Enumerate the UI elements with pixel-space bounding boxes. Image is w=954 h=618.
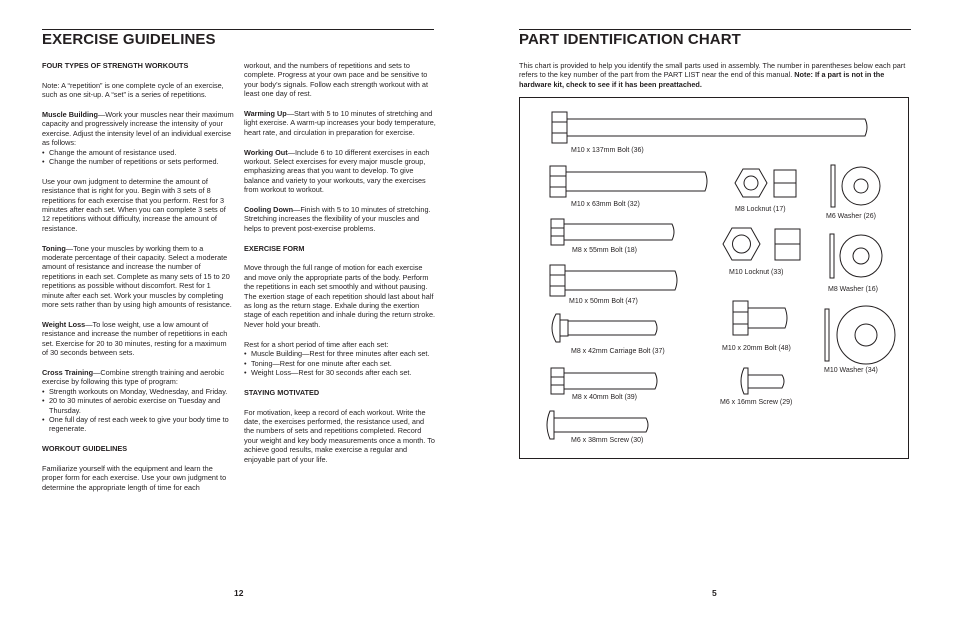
label-bolt-32: M10 x 63mm Bolt (32) [571,201,640,208]
label-bolt-37: M8 x 42mm Carriage Bolt (37) [571,348,665,355]
cross-bullet-3: • One full day of rest each week to give your body time to regenerate. [42,415,234,434]
warming-up-paragraph [244,109,436,137]
heading-exercise-form: EXERCISE FORM [244,243,305,253]
muscle-building-section [42,110,234,166]
heading-staying-motivated: STAYING MOTIVATED [244,387,320,397]
label-washer-34: M10 Washer (34) [824,367,878,374]
exercise-form-paragraph: Move through the full range of motion for each exercise and move only the appropriate parts of the body. Perform the repetitions in each set smoothly and without pausing. The exertion stage of each repetition should last about half as long as the return stage. Exhale during the exertion stage of each repetition and inhale during the return stroke. Never hold your breath. [244,263,436,329]
cooling-down-paragraph [244,205,436,233]
bolt-36-drawing [552,112,867,143]
weight-loss-paragraph [42,320,234,358]
left-page-title: EXERCISE GUIDELINES [42,31,216,48]
bolt-37-drawing [552,314,657,342]
chart-intro [519,61,911,89]
weight-loss-text: —To lose weight, use a low amount of resistance and increase the number of repetitions in each set. Exercise for 20 to 30 minutes, resting for a maximum of 30 seconds between sets. [42,319,228,358]
label-bolt-39: M8 x 40mm Bolt (39) [572,394,637,401]
muscle-bullet-1: • Change the amount of resistance used. [42,148,234,157]
working-out-text: —Include 6 to 10 different exercises in each workout. Select exercises for every major muscle group, emphasizing areas that you want to develop. To give balance and variety to your workouts, vary the exercises from workout to workout. [244,147,430,195]
bolt-39-drawing [551,368,657,394]
screw-29-drawing [741,368,784,394]
muscle-bullet-2: • Change the number of repetitions or sets performed. [42,157,234,166]
rest-intro: Rest for a short period of time after each set: [244,339,389,349]
heading-workout-guidelines: WORKOUT GUIDELINES [42,444,128,454]
locknut-17-drawing [735,169,796,197]
right-header-rule [519,29,911,30]
bolt-47-drawing [550,265,677,296]
warming-up-text: —Start with 5 to 10 minutes of stretching and light exercise. A warm-up increases your body temperature, heart rate, and circulation in preparation for exercise. [244,109,436,137]
washer-26-drawing [831,165,880,207]
chart-intro-note: Note: If a part is not in the hardware kit, check to see if it has been preattached. [519,70,885,89]
warming-up-label: Warming Up [244,109,287,119]
label-screw-29: M6 x 16mm Screw (29) [720,399,793,406]
label-washer-26: M6 Washer (26) [826,213,876,220]
part-identification-chart [519,97,909,459]
muscle-building-text: —Work your muscles near their maximum capacity and progressively increase the intensity of your exercise. Adjust the intensity level of an individual exercise as follows: [42,110,234,148]
label-bolt-47: M10 x 50mm Bolt (47) [569,298,638,305]
left-column-2 [244,61,436,474]
bolt-48-drawing [733,301,787,335]
familiarize-paragraph: Familiarize yourself with the equipment and learn the proper form for each exercise. Use your own judgment to determine the appropriate length of time for each [42,463,227,492]
left-page-number: 12 [234,588,244,598]
chart-intro-text: This chart is provided to help you identify the small parts used in assembly. The number in parentheses below each part refers to the key number of the part from the PART LIST near the end of this manual. [519,61,906,80]
repetition-note: Note: A “repetition” is one complete cycle of an exercise, such as one sit-up. A “set” is a series of repetitions. [42,80,224,100]
cross-bullet-1: • Strength workouts on Monday, Wednesday, and Friday. [42,387,234,396]
cross-training-text: —Combine strength training and aerobic exercise by following this type of program: [42,367,225,387]
label-bolt-48: M10 x 20mm Bolt (48) [722,345,791,352]
rest-bullet-1: • Muscle Building—Rest for three minutes after each set. [244,349,436,358]
workout-continued-paragraph: workout, and the numbers of repetitions and sets to complete. Progress at your own pace and be sensitive to your body’s signals. Follow each strength workout with at least one day of rest. [244,61,429,99]
label-screw-30: M6 x 38mm Screw (30) [571,437,644,444]
bolt-18-drawing [551,219,674,245]
label-bolt-18: M8 x 55mm Bolt (18) [572,247,637,254]
motivation-paragraph: For motivation, keep a record of each workout. Write the date, the exercises performed, the resistance used, and the numbers of sets and repetitions completed. Record your weight and key body measurements once a month. To achieve good results, make exercise a regular and enjoyable part of your life. [244,407,435,464]
right-page-title: PART IDENTIFICATION CHART [519,31,741,48]
bolt-32-drawing [550,166,707,197]
rest-section [244,340,436,378]
label-bolt-36: M10 x 137mm Bolt (36) [571,147,644,154]
toning-text: —Tone your muscles by working them to a moderate percentage of their capacity. Select a moderate amount of resistance and increase the number of repetitions in each set. Complete as many sets of 15 to 20 repetitions as possible without discomfort. Rest for 1 minute after each set. Work your muscles by completing more sets rather than by using high amounts of resistance. [42,243,232,310]
muscle-building-label: Muscle Building [42,110,98,119]
washer-16-drawing [830,234,882,278]
heading-strength-workouts: FOUR TYPES OF STRENGTH WORKOUTS [42,61,189,70]
left-column-1 [42,61,234,503]
label-locknut-33: M10 Locknut (33) [729,269,784,276]
toning-label: Toning [42,243,66,253]
left-header-rule [42,29,434,30]
cooling-down-label: Cooling Down [244,205,294,215]
weight-loss-label: Weight Loss [42,319,86,329]
cross-training-section [42,368,234,434]
right-page-number: 5 [712,588,717,598]
judgment-paragraph: Use your own judgment to determine the amount of resistance that is right for you. Begin with 3 sets of 8 repetitions for each exercise that you perform. Rest for 3 minutes after each set. When you can complete 3 sets of 12 repetitions without difficulty, increase the amount of resistance. [42,176,226,233]
screw-30-drawing [547,411,648,439]
working-out-label: Working Out [244,147,288,157]
rest-bullet-2: • Toning—Rest for one minute after each set. [244,359,436,368]
toning-paragraph [42,244,234,310]
locknut-33-drawing [723,228,800,260]
cooling-down-text: —Finish with 5 to 10 minutes of stretching. Stretching increases the flexibility of your muscles and helps to prevent post-exercise problems. [244,205,431,233]
cross-bullet-2: • 20 to 30 minutes of aerobic exercise on Tuesday and Thursday. [42,396,234,415]
cross-training-label: Cross Training [42,367,94,377]
washer-34-drawing [825,306,895,364]
rest-bullet-3: • Weight Loss—Rest for 30 seconds after each set. [244,368,436,377]
working-out-paragraph [244,148,436,195]
label-washer-16: M8 Washer (16) [828,286,878,293]
label-locknut-17: M8 Locknut (17) [735,206,786,213]
